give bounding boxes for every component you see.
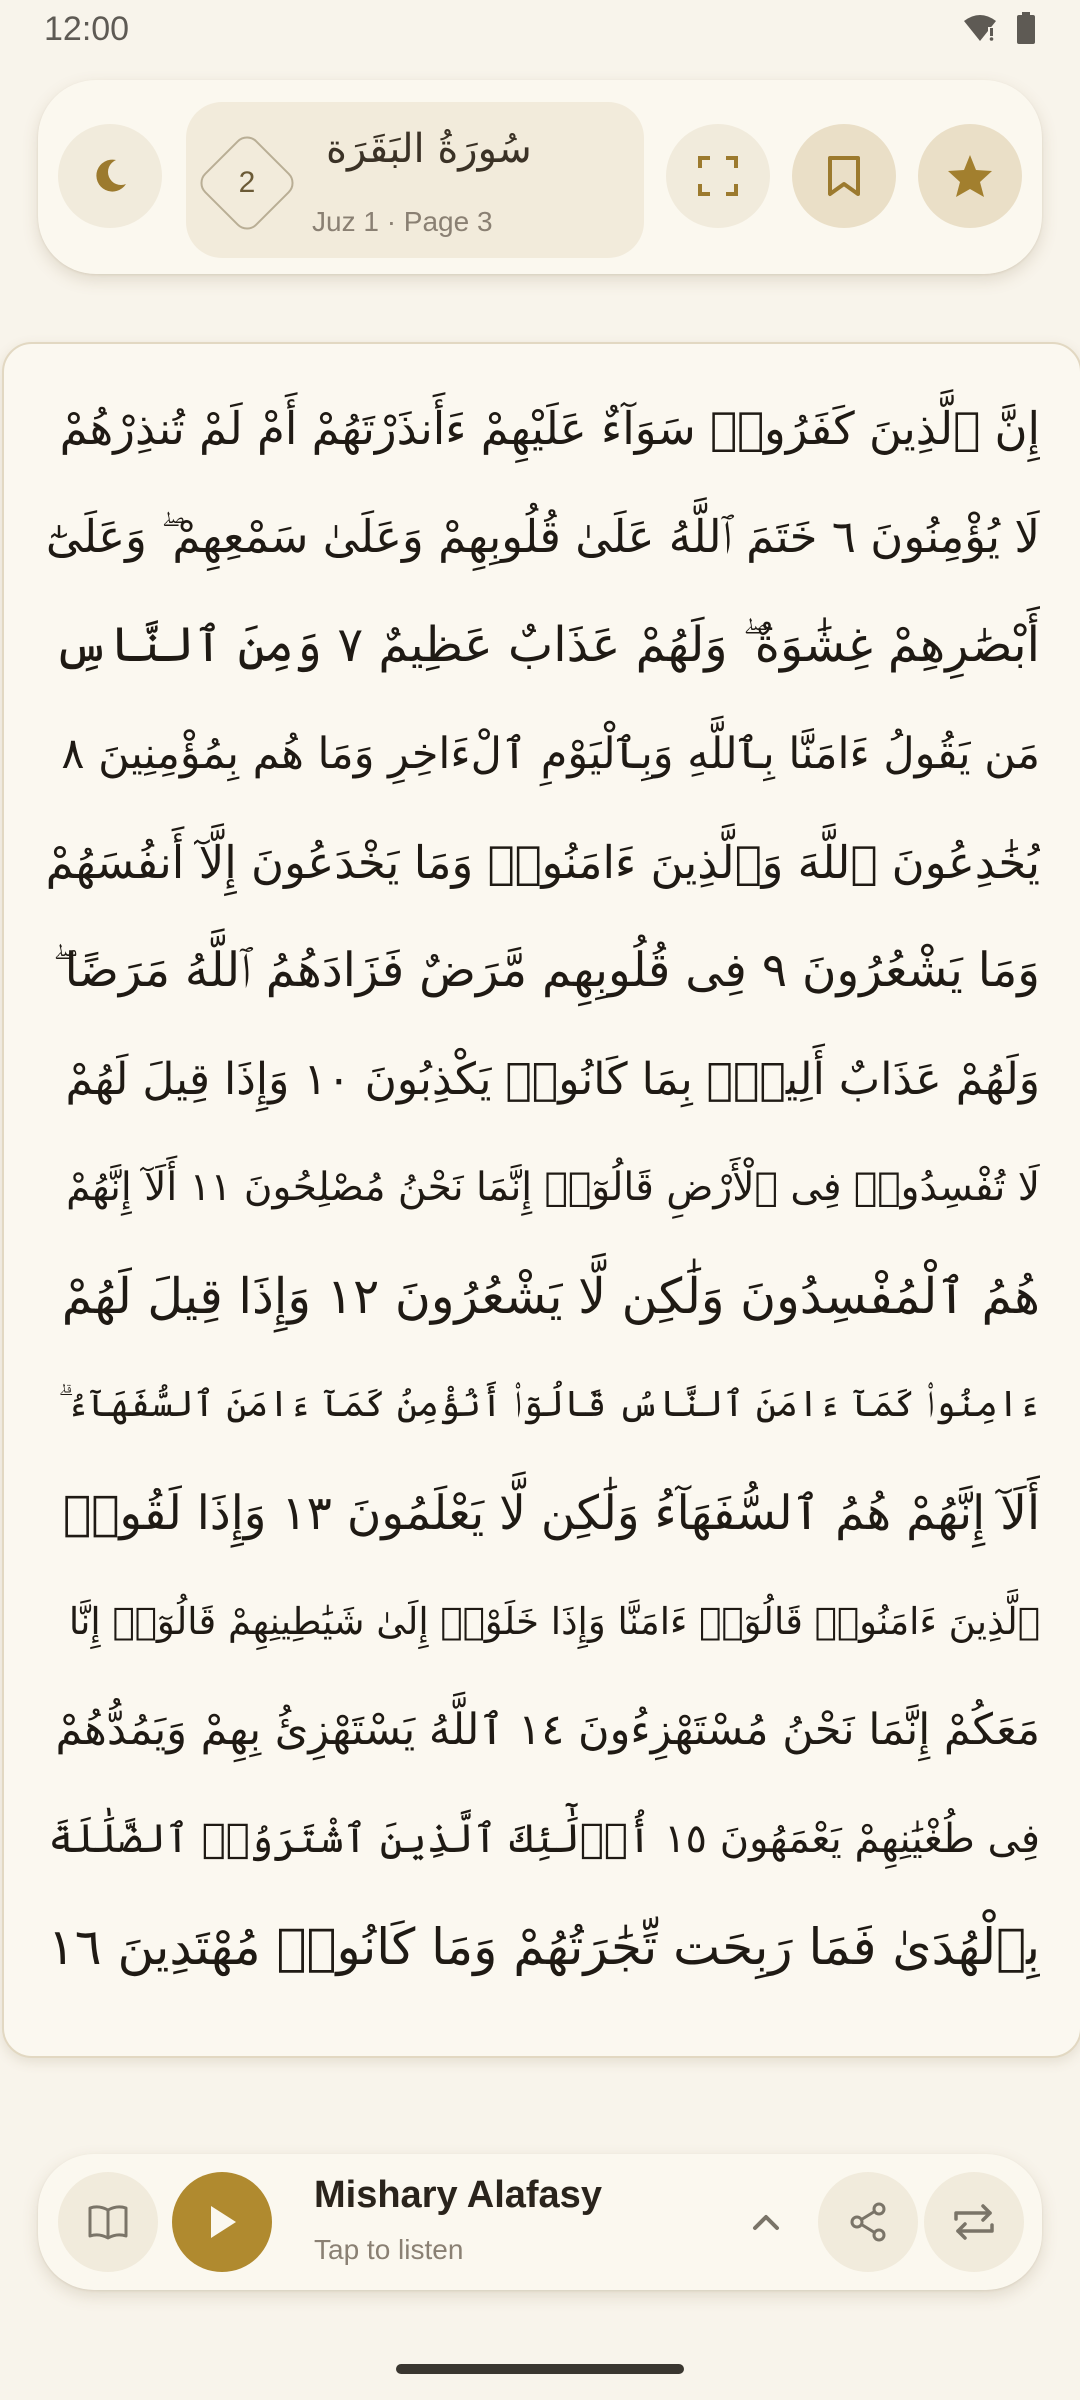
quran-line-13[interactable]: مَعَكُمْ إِنَّمَا نَحْنُ مُسْتَهْزِءُونَ ١٤ ٱللَّهُ يَسْتَهْزِئُ بِهِمْ وَيَمُدُّهُمْ	[55, 1705, 1040, 1756]
status-icons	[962, 12, 1036, 44]
player-subtitle: Tap to listen	[314, 2234, 464, 2265]
quran-line-10[interactable]: ءَامِنُوا۟ كَمَآ ءَامَنَ ٱلنَّاسُ قَالُوٓا۟ أَنُؤْمِنُ كَمَآ ءَامَنَ ٱلسُّفَهَآءُ ۗ	[58, 1383, 1040, 1425]
top-bar	[38, 80, 1042, 274]
quran-page	[2, 342, 1080, 2058]
repeat-button[interactable]	[924, 2172, 1024, 2272]
quran-line-5[interactable]: يُخَٰدِعُونَ ٱللَّهَ وَٱلَّذِينَ ءَامَنُوا۟ وَمَا يَخْدَعُونَ إِلَّآ أَنفُسَهُمْ	[46, 835, 1040, 889]
surah-info-button[interactable]	[186, 102, 644, 258]
quran-line-3[interactable]: أَبْصَٰرِهِمْ غِشَٰوَةٌ ۖ وَلَهُمْ عَذَابٌ عَظِيمٌ ٧ وَمِنَ ٱلنَّاسِ	[53, 616, 1040, 673]
open-book-icon	[87, 2204, 129, 2240]
ayah-lines	[46, 374, 1040, 2002]
bookmark-icon	[826, 155, 862, 197]
quran-line-9[interactable]: هُمُ ٱلْمُفْسِدُونَ وَلَٰكِن لَّا يَشْعُرُونَ ١٢ وَإِذَا قِيلَ لَهُمْ	[61, 1267, 1040, 1325]
surah-number: 2	[238, 166, 256, 199]
quran-line-8[interactable]: لَا تُفْسِدُوا۟ فِى ٱلْأَرْضِ قَالُوٓا۟ إِنَّمَا نَحْنُ مُصْلِحُونَ ١١ أَلَآ إِنَّهُمْ	[66, 1165, 1040, 1211]
moon-icon	[90, 156, 130, 196]
audio-player	[38, 2154, 1042, 2290]
play-icon	[205, 2203, 239, 2241]
share-icon	[848, 2201, 888, 2243]
quran-line-7[interactable]: وَلَهُمْ عَذَابٌ أَلِيمٌۢ بِمَا كَانُوا۟ يَكْذِبُونَ ١٠ وَإِذَا قِيلَ لَهُمْ	[65, 1053, 1040, 1105]
quran-line-15[interactable]: بِٱلْهُدَىٰ فَمَا رَبِحَت تِّجَٰرَتُهُمْ وَمَا كَانُوا۟ مُهْتَدِينَ ١٦	[47, 1918, 1040, 1977]
quran-line-14[interactable]: فِى طُغْيَٰنِهِمْ يَعْمَهُونَ ١٥ أُو۟لَٰٓئِكَ ٱلَّذِينَ ٱشْتَرَوُا۟ ٱلضَّلَٰلَةَ	[48, 1815, 1040, 1862]
quran-line-12[interactable]: ٱلَّذِينَ ءَامَنُوا۟ قَالُوٓا۟ ءَامَنَّا وَإِذَا خَلَوْا۟ إِلَىٰ شَيَٰطِينِهِمْ قَالُوٓا۟ إِنَّا	[68, 1600, 1040, 1644]
quran-line-6[interactable]: وَمَا يَشْعُرُونَ ٩ فِى قُلُوبِهِم مَّرَضٌ فَزَادَهُمُ ٱللَّهُ مَرَضًا ۖ	[52, 942, 1040, 998]
quran-line-1[interactable]: إِنَّ ٱلَّذِينَ كَفَرُوا۟ سَوَآءٌ عَلَيْهِمْ ءَأَنذَرْتَهُمْ أَمْ لَمْ تُنذِرْهُمْ	[59, 401, 1040, 455]
expand-player-button[interactable]	[744, 2200, 788, 2244]
repeat-icon	[950, 2201, 998, 2243]
reciter-name[interactable]: Mishary Alafasy	[314, 2174, 602, 2216]
chevron-up-icon	[751, 2212, 781, 2232]
star-icon	[946, 153, 994, 199]
fullscreen-button[interactable]	[666, 124, 770, 228]
surah-name: سُورَةُ البَقَرَة	[326, 126, 532, 172]
share-button[interactable]	[818, 2172, 918, 2272]
read-mode-button[interactable]	[58, 2172, 158, 2272]
fullscreen-icon	[696, 154, 740, 198]
quran-line-2[interactable]: لَا يُؤْمِنُونَ ٦ خَتَمَ ٱللَّهُ عَلَىٰ قُلُوبِهِمْ وَعَلَىٰ سَمْعِهِمْ ۖ وَعَلَىٰٓ	[46, 509, 1040, 563]
play-button[interactable]	[172, 2172, 272, 2272]
favorite-button[interactable]	[918, 124, 1022, 228]
home-indicator[interactable]	[396, 2364, 684, 2374]
battery-icon	[1016, 12, 1036, 44]
status-bar	[0, 0, 1080, 60]
juz-page-label: Juz 1 · Page 3	[312, 206, 493, 237]
status-time: 12:00	[44, 10, 130, 48]
quran-line-4[interactable]: مَن يَقُولُ ءَامَنَّا بِٱللَّهِ وَبِٱلْيَوْمِ ٱلْءَاخِرِ وَمَا هُم بِمُؤْمِنِينَ ٨	[61, 728, 1040, 779]
quran-line-11[interactable]: أَلَآ إِنَّهُمْ هُمُ ٱلسُّفَهَآءُ وَلَٰكِن لَّا يَعْلَمُونَ ١٣ وَإِذَا لَقُوا۟	[63, 1485, 1040, 1541]
theme-toggle-button[interactable]	[58, 124, 162, 228]
wifi-icon	[962, 13, 998, 43]
bookmark-button[interactable]	[792, 124, 896, 228]
